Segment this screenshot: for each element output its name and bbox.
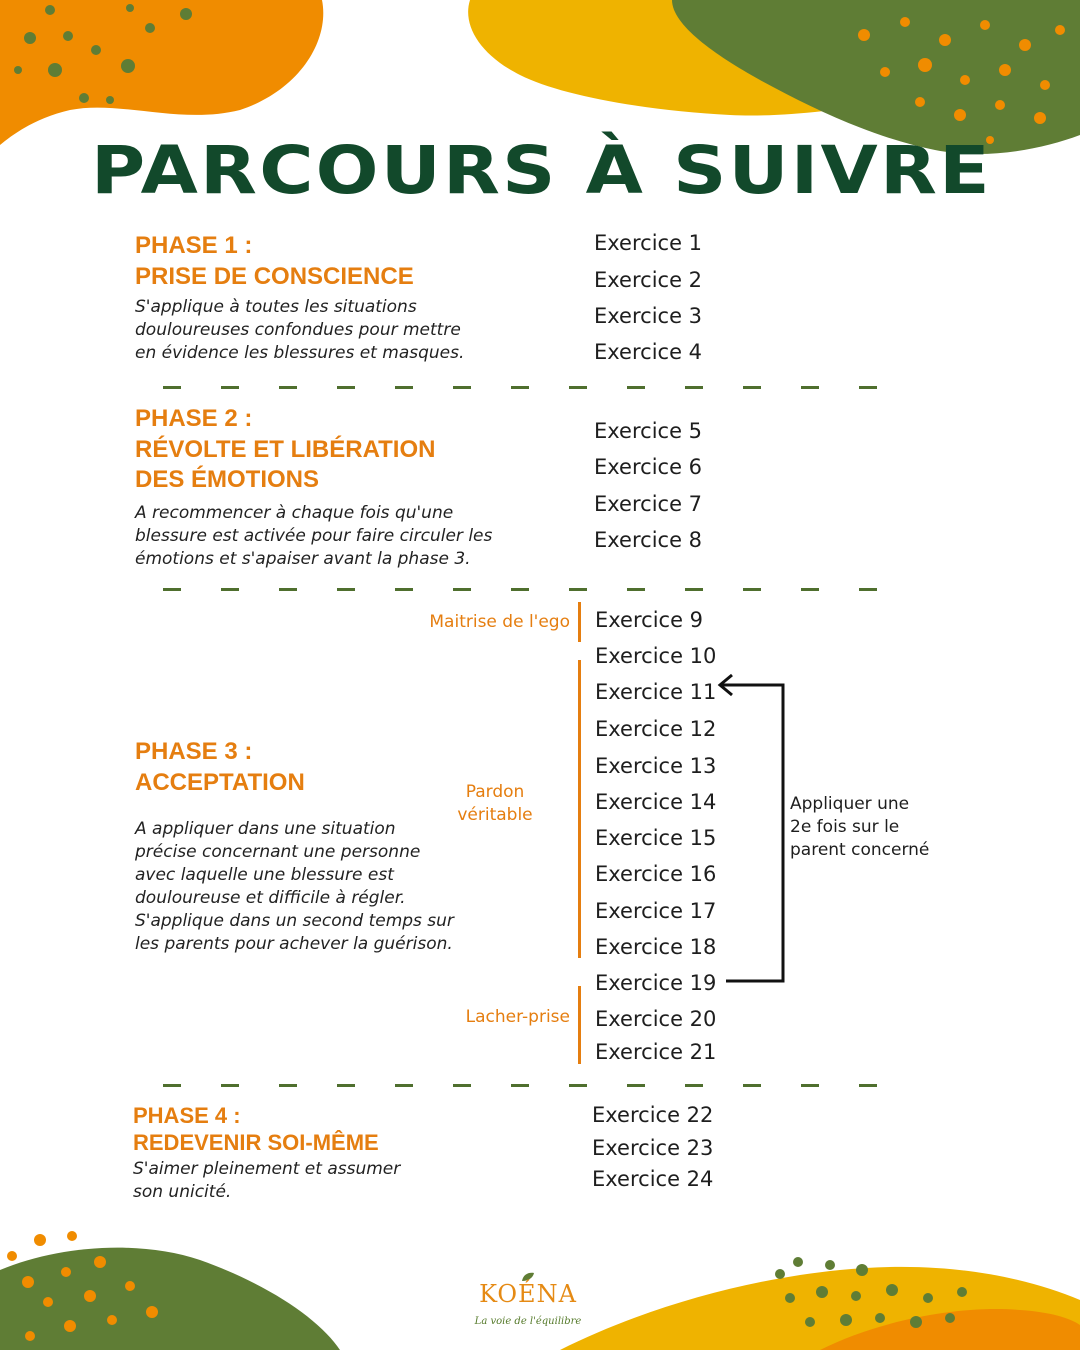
exercise-23: Exercice 23	[592, 1136, 714, 1160]
exercise-18: Exercice 18	[595, 935, 717, 959]
exercise-5: Exercice 5	[594, 419, 703, 443]
exercise-17: Exercice 17	[595, 899, 717, 923]
phase-3-number: PHASE 3 :	[135, 738, 253, 765]
exercise-21: Exercice 21	[595, 1040, 717, 1064]
description-line: A appliquer dans une situation	[135, 819, 396, 839]
exercise-22: Exercice 22	[592, 1103, 714, 1127]
description-line: son unicité.	[133, 1182, 232, 1202]
group-bar-ego	[578, 602, 581, 642]
phase-3-description	[135, 818, 454, 956]
exercise-24: Exercice 24	[592, 1167, 714, 1191]
page-title: PARCOURS À SUIVRE	[90, 132, 992, 209]
exercise-7: Exercice 7	[594, 492, 703, 516]
phase-4-number: PHASE 4 :	[133, 1103, 241, 1128]
phase-4	[133, 1102, 400, 1204]
group-label-ego: Maitrise de l'ego	[429, 612, 570, 632]
exercise-20: Exercice 20	[595, 1007, 717, 1031]
exercise-14: Exercice 14	[595, 790, 717, 814]
phase-3	[135, 737, 454, 956]
section-divider	[163, 1084, 915, 1087]
phase-4-heading	[133, 1102, 400, 1156]
description-line: S'aimer pleinement et assumer	[133, 1159, 401, 1179]
section-divider	[163, 386, 915, 389]
phase-3-heading	[135, 737, 454, 798]
group-label-line: véritable	[457, 805, 533, 825]
exercise-16: Exercice 16	[595, 862, 717, 886]
description-line: A recommencer à chaque fois qu'une	[135, 502, 454, 523]
description-line: S'applique dans un second temps sur	[135, 911, 454, 931]
logo-tagline: La voie de l'équilibre	[474, 1316, 582, 1327]
exercise-12: Exercice 12	[595, 717, 717, 741]
phase-1-number: PHASE 1 :	[135, 232, 253, 259]
exercise-1: Exercice 1	[594, 231, 703, 255]
description-line: S'applique à toutes les situations	[135, 297, 417, 317]
exercise-4: Exercice 4	[594, 340, 703, 364]
loop-note	[790, 793, 929, 862]
exercise-19: Exercice 19	[595, 971, 717, 995]
logo-name: KOÉNA	[479, 1280, 577, 1308]
exercise-3: Exercice 3	[594, 304, 703, 328]
loop-arrow	[710, 670, 800, 1000]
phase-4-name: REDEVENIR SOI-MÊME	[133, 1130, 379, 1155]
description-line: précise concernant une personne	[135, 842, 421, 862]
phase-2-name-cont: DES ÉMOTIONS	[135, 466, 320, 493]
loop-note-line: Appliquer une	[790, 794, 910, 814]
exercise-10: Exercice 10	[595, 644, 717, 668]
phase-3-name: ACCEPTATION	[135, 768, 305, 796]
phase-1-description	[135, 296, 464, 365]
phase-4-description	[133, 1158, 400, 1204]
phase-2-heading	[135, 404, 492, 496]
description-line: en évidence les blessures et masques.	[135, 343, 465, 363]
description-line: les parents pour achever la guérison.	[135, 934, 453, 954]
phase-1-name: PRISE DE CONSCIENCE	[135, 262, 414, 290]
phase-2-number: PHASE 2 :	[135, 405, 253, 432]
group-label-pardon	[440, 781, 550, 827]
exercise-9: Exercice 9	[595, 608, 704, 632]
exercise-11: Exercice 11	[595, 680, 717, 704]
loop-note-line: parent concerné	[790, 840, 930, 860]
loop-note-line: 2e fois sur le	[790, 817, 900, 837]
description-line: douloureuse et difficile à régler.	[135, 888, 406, 908]
group-label-lacher-prise: Lacher-prise	[465, 1007, 570, 1027]
exercise-15: Exercice 15	[595, 826, 717, 850]
phase-2	[135, 404, 492, 571]
group-bar-pardon	[578, 660, 581, 958]
exercise-13: Exercice 13	[595, 754, 717, 778]
description-line: avec laquelle une blessure est	[135, 865, 394, 885]
section-divider	[163, 588, 915, 591]
description-line: blessure est activée pour faire circuler les	[135, 525, 493, 546]
group-bar-lacher-prise	[578, 986, 581, 1064]
phase-2-name: RÉVOLTE ET LIBÉRATION	[135, 435, 436, 463]
exercise-2: Exercice 2	[594, 268, 703, 292]
phase-1	[135, 231, 464, 365]
group-label-line: Pardon	[465, 782, 525, 802]
exercise-8: Exercice 8	[594, 528, 703, 552]
description-line: douloureuses confondues pour mettre	[135, 320, 461, 340]
phase-1-heading	[135, 231, 464, 292]
phase-2-description	[135, 502, 492, 571]
exercise-6: Exercice 6	[594, 455, 703, 479]
description-line: émotions et s'apaiser avant la phase 3.	[135, 548, 471, 569]
